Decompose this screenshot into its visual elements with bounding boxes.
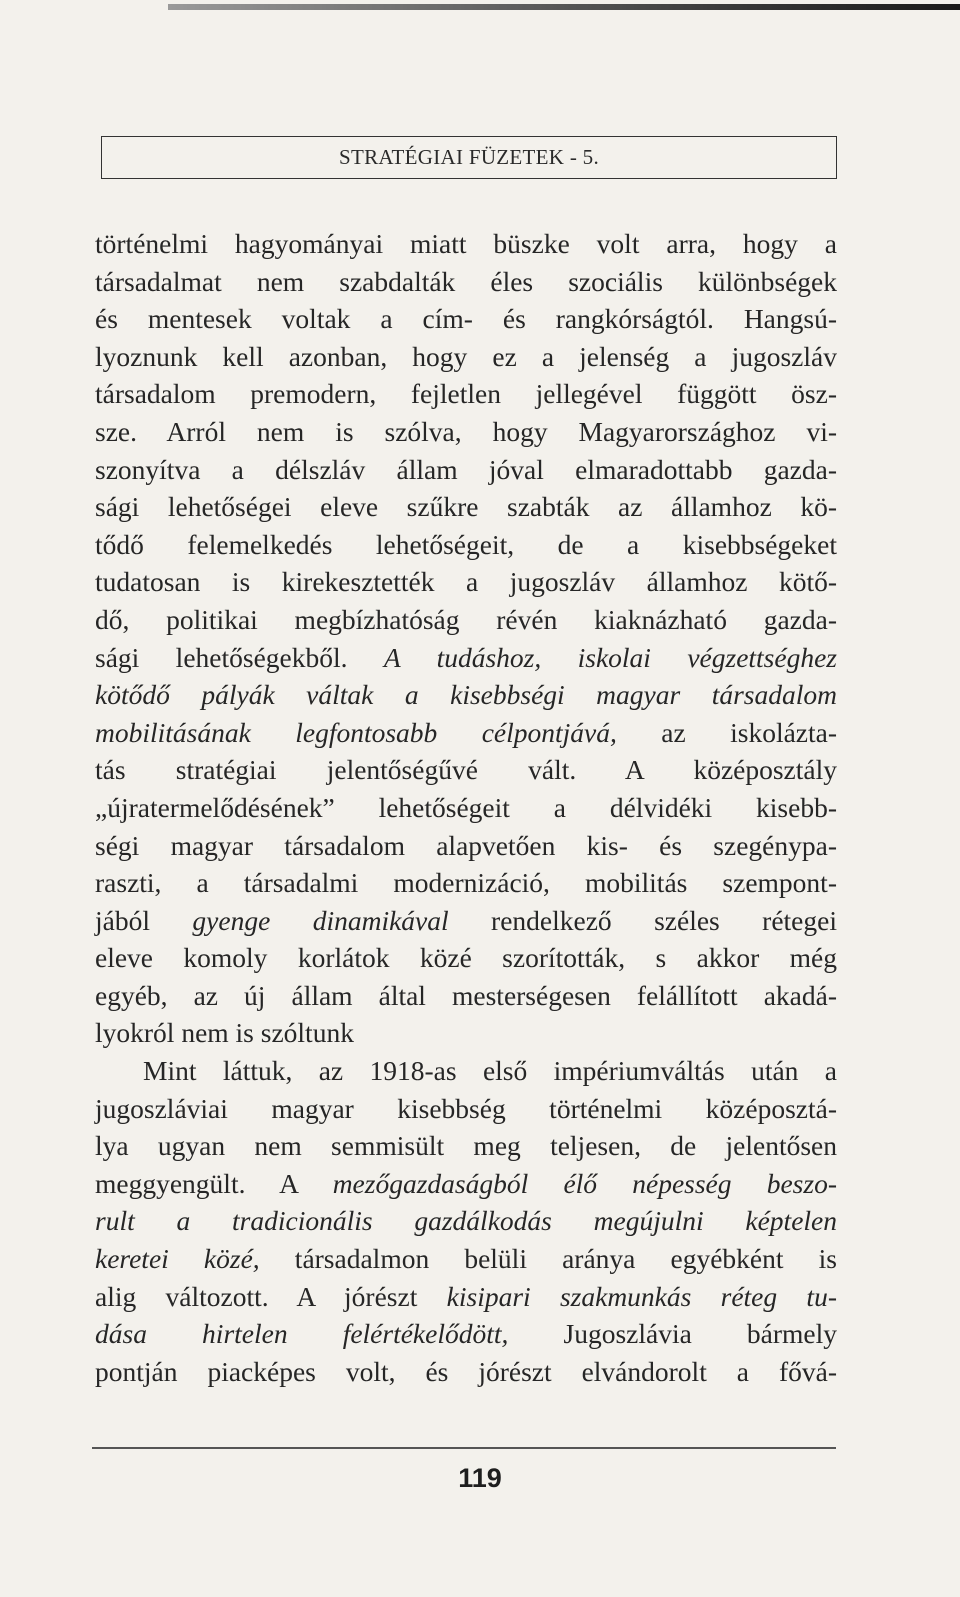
text-segment: ségi magyar társadalom alapvetően kis- és szegénypa- (95, 829, 837, 861)
text-line (95, 488, 837, 526)
text-segment: „újratermelődésének” lehetőségeit a délvidéki kisebb- (95, 791, 837, 823)
text-line (95, 526, 837, 564)
text-segment: az iskolázta- (616, 716, 838, 748)
text-line (95, 639, 837, 677)
text-line (95, 1278, 837, 1316)
text-line (95, 939, 837, 977)
text-line (95, 451, 837, 489)
text-segment: Mint láttuk, az 1918-as első impériumváltás után a (143, 1055, 837, 1087)
italic-text: rult a tradicionális gazdálkodás megújulni képtelen (95, 1205, 837, 1237)
text-line (95, 676, 837, 714)
text-line (95, 977, 837, 1015)
text-segment: alig változott. A jórészt (95, 1280, 447, 1312)
italic-text: gyenge dinamikával (192, 904, 449, 936)
text-segment: lyoznunk kell azonban, hogy ez a jelenség a jugoszláv (95, 340, 837, 372)
text-line (95, 300, 837, 338)
italic-text: A tudáshoz, iskolai végzettséghez (383, 641, 837, 673)
text-line (95, 1014, 837, 1052)
text-segment: lya ugyan nem semmisült meg teljesen, de jelentősen (95, 1130, 837, 1162)
text-segment: pontján piacképes volt, és jórészt elvándorolt a fővá- (95, 1355, 837, 1387)
italic-text: keretei közé, (95, 1243, 260, 1275)
text-segment: jugoszláviai magyar kisebbség történelmi középosztá- (95, 1092, 837, 1124)
text-line (95, 902, 837, 940)
text-segment: eleve komoly korlátok közé szorították, s akkor még (95, 942, 837, 974)
text-line (95, 263, 837, 301)
text-line (95, 864, 837, 902)
text-segment: lyokról nem is szóltunk (95, 1017, 354, 1049)
text-line (95, 1165, 837, 1203)
italic-text: dása hirtelen felértékelődött, (95, 1318, 509, 1350)
text-line (95, 1353, 837, 1391)
text-line (95, 1202, 837, 1240)
text-segment: dő, politikai megbízhatóság révén kiaknázható gazda- (95, 603, 837, 635)
text-segment: Jugoszlávia bármely (508, 1318, 837, 1350)
italic-text: kisipari szakmunkás réteg tu- (446, 1280, 837, 1312)
body-text (95, 225, 837, 1390)
text-segment: társadalmat nem szabdalták éles szociális különbségek (95, 265, 837, 297)
text-segment: tődő felemelkedés lehetőségeit, de a kisebbségeket (95, 528, 837, 560)
text-line (95, 413, 837, 451)
text-segment: tás stratégiai jelentőségűvé vált. A középosztály (95, 754, 837, 786)
text-line (95, 751, 837, 789)
running-header (101, 136, 837, 179)
text-segment: és mentesek voltak a cím- és rangkórságtól. Hangsú- (95, 303, 837, 335)
text-line (95, 1315, 837, 1353)
text-line (95, 338, 837, 376)
text-segment: tudatosan is kirekesztették a jugoszláv államhoz kötő- (95, 566, 837, 598)
text-segment: sági lehetőségei eleve szűkre szabták az államhoz kö- (95, 491, 837, 523)
italic-text: kötődő pályák váltak a kisebbségi magyar társadalom (95, 679, 837, 711)
text-line (95, 827, 837, 865)
text-segment: jából (95, 904, 193, 936)
text-segment: történelmi hagyományai miatt büszke volt arra, hogy a (95, 228, 837, 259)
page-number: 119 (458, 1463, 502, 1493)
italic-text: mezőgazdaságból élő népesség beszo- (332, 1167, 837, 1199)
text-line (95, 1090, 837, 1128)
text-line (95, 375, 837, 413)
text-line (95, 1052, 837, 1090)
text-line (95, 225, 837, 263)
text-segment: rendelkező széles rétegei (448, 904, 837, 936)
text-segment: raszti, a társadalmi modernizáció, mobilitás szempont- (95, 867, 837, 899)
footer-rule (92, 1447, 836, 1449)
text-segment: sági lehetőségekből. (95, 641, 384, 673)
text-line (95, 563, 837, 601)
top-decorative-rule (168, 4, 960, 10)
text-segment: társadalom premodern, fejletlen jellegével függött ösz- (95, 378, 837, 410)
text-segment: szonyítva a délszláv állam jóval elmaradottabb gazda- (95, 453, 837, 485)
running-header-title: STRATÉGIAI FÜZETEK - 5. (338, 145, 600, 169)
text-line (95, 1127, 837, 1165)
text-line (95, 601, 837, 639)
italic-text: mobilitásának legfontosabb célpontjává, (95, 716, 617, 748)
text-line (95, 714, 837, 752)
text-segment: sze. Arról nem is szólva, hogy Magyarországhoz vi- (95, 415, 837, 447)
text-segment: társadalmon belüli aránya egyébként is (259, 1243, 837, 1275)
text-line (95, 1240, 837, 1278)
text-line (95, 789, 837, 827)
text-segment: meggyengült. A (95, 1167, 333, 1199)
text-segment: egyéb, az új állam által mesterségesen felállított akadá- (95, 979, 837, 1011)
